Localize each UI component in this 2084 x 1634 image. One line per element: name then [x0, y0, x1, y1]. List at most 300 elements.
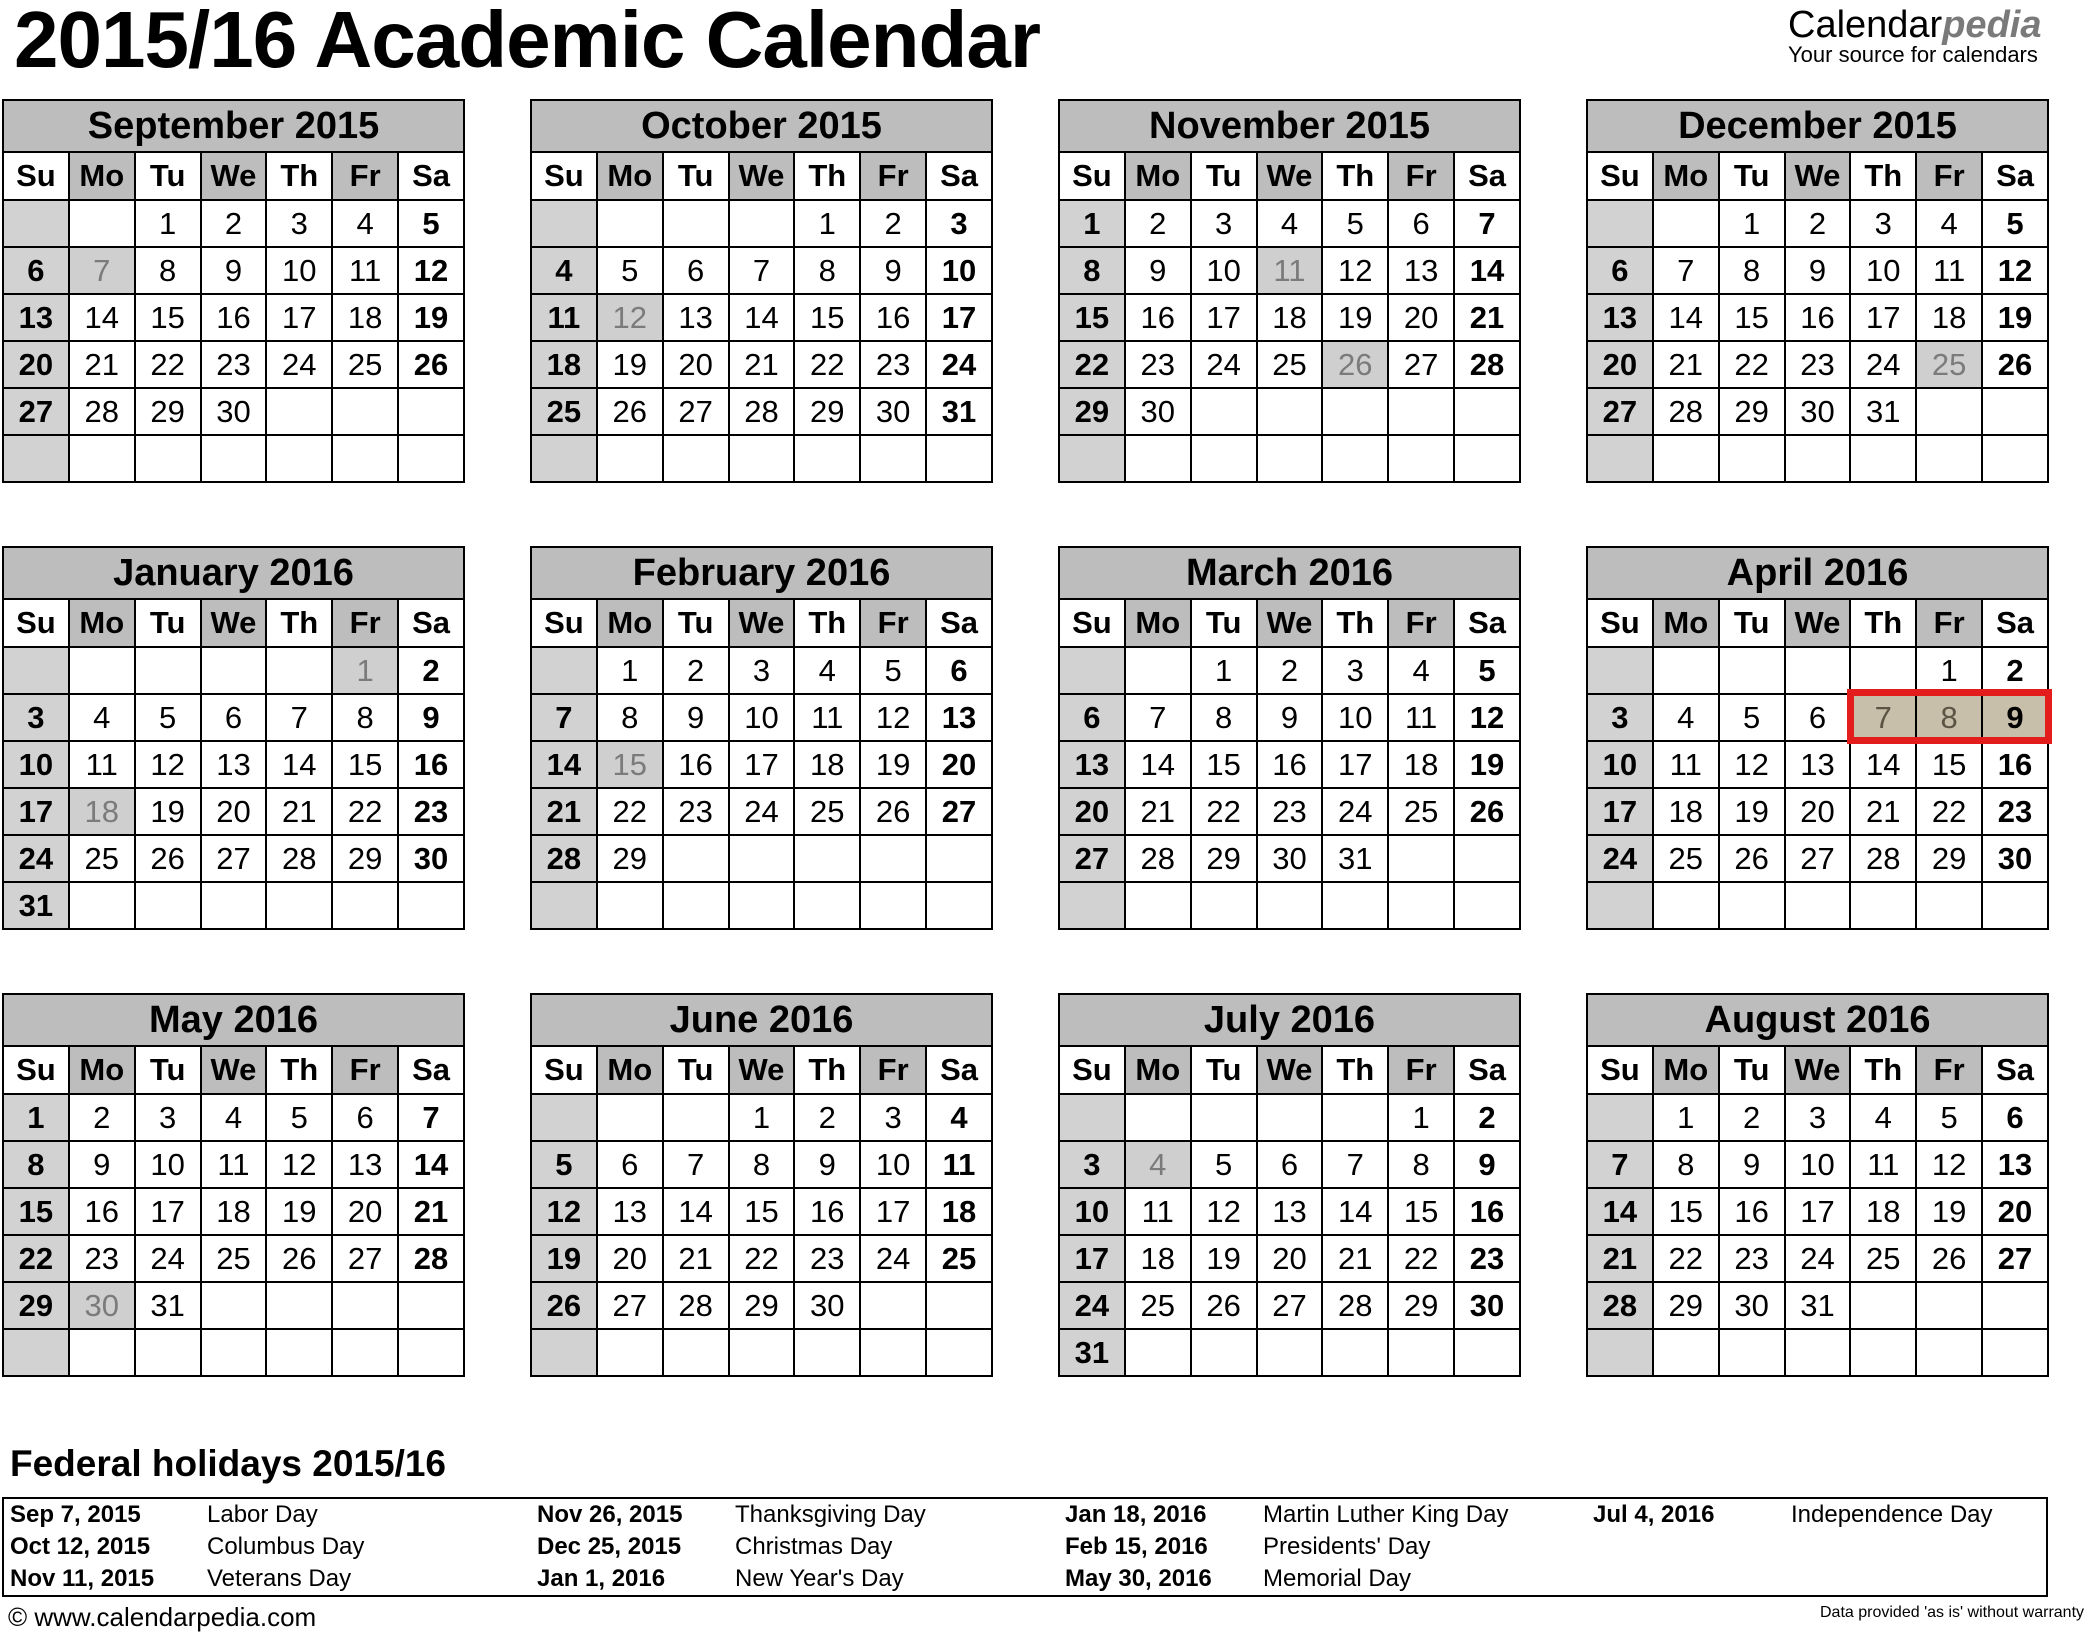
- empty-day-cell: [69, 200, 135, 247]
- empty-day-cell: [398, 435, 464, 482]
- empty-day-cell: [266, 647, 332, 694]
- day-cell: 3: [1587, 694, 1653, 741]
- empty-day-cell: [926, 835, 992, 882]
- day-cell: 13: [1587, 294, 1653, 341]
- day-cell: 9: [1125, 247, 1191, 294]
- weekday-header: Fr: [1388, 152, 1454, 200]
- day-cell: 25: [794, 788, 860, 835]
- day-cell: 11: [1257, 247, 1323, 294]
- day-cell: 15: [332, 741, 398, 788]
- empty-day-cell: [1454, 435, 1520, 482]
- empty-day-cell: [1125, 647, 1191, 694]
- day-cell: 28: [1125, 835, 1191, 882]
- empty-day-cell: [1916, 1282, 1982, 1329]
- weekday-header: Su: [531, 152, 597, 200]
- empty-day-cell: [860, 882, 926, 929]
- day-cell: 6: [597, 1141, 663, 1188]
- weekday-header: Fr: [332, 1046, 398, 1094]
- day-cell: 9: [1785, 247, 1851, 294]
- empty-day-cell: [1191, 435, 1257, 482]
- day-cell: 6: [201, 694, 267, 741]
- empty-day-cell: [1191, 388, 1257, 435]
- empty-day-cell: [1322, 435, 1388, 482]
- month-title: February 2016: [531, 547, 992, 599]
- day-cell: 13: [926, 694, 992, 741]
- empty-day-cell: [1125, 1094, 1191, 1141]
- day-cell: 26: [1719, 835, 1785, 882]
- day-cell: 12: [597, 294, 663, 341]
- holidays-table: [2, 1497, 2048, 1597]
- empty-day-cell: [1322, 882, 1388, 929]
- empty-day-cell: [663, 882, 729, 929]
- empty-day-cell: [531, 435, 597, 482]
- weekday-header: Th: [266, 1046, 332, 1094]
- empty-day-cell: [1653, 435, 1719, 482]
- holiday-date: Jan 1, 2016: [537, 1565, 666, 1592]
- day-cell: 14: [1587, 1188, 1653, 1235]
- day-cell: 5: [266, 1094, 332, 1141]
- day-cell: 8: [1653, 1141, 1719, 1188]
- day-cell: 5: [1454, 647, 1520, 694]
- day-cell: 24: [3, 835, 69, 882]
- day-cell: 20: [3, 341, 69, 388]
- day-cell: 11: [794, 694, 860, 741]
- day-cell: 21: [1850, 788, 1916, 835]
- weekday-header: We: [201, 152, 267, 200]
- day-cell: 30: [1982, 835, 2048, 882]
- weekday-header: Mo: [1125, 152, 1191, 200]
- empty-day-cell: [1257, 1094, 1323, 1141]
- day-cell: 22: [729, 1235, 795, 1282]
- day-cell: 12: [1719, 741, 1785, 788]
- brand-tagline: Your source for calendars: [1788, 42, 2038, 67]
- day-cell: 16: [201, 294, 267, 341]
- day-cell: 9: [1454, 1141, 1520, 1188]
- day-cell: 20: [1059, 788, 1125, 835]
- day-cell: 8: [1719, 247, 1785, 294]
- day-cell: 22: [1388, 1235, 1454, 1282]
- empty-day-cell: [1850, 882, 1916, 929]
- empty-day-cell: [1719, 882, 1785, 929]
- day-cell: 6: [1388, 200, 1454, 247]
- day-cell: 24: [1322, 788, 1388, 835]
- day-cell: 15: [1059, 294, 1125, 341]
- weekday-header: Th: [1850, 1046, 1916, 1094]
- day-cell: 30: [1719, 1282, 1785, 1329]
- brand-logo: [1788, 4, 2041, 47]
- day-cell: 14: [531, 741, 597, 788]
- weekday-header: Tu: [135, 599, 201, 647]
- empty-day-cell: [1191, 1329, 1257, 1376]
- weekday-header: Tu: [135, 1046, 201, 1094]
- holiday-name: Veterans Day: [207, 1565, 352, 1592]
- day-cell: 8: [794, 247, 860, 294]
- weekday-header: Mo: [69, 1046, 135, 1094]
- day-cell: 4: [1125, 1141, 1191, 1188]
- day-cell: 28: [729, 388, 795, 435]
- empty-day-cell: [1322, 388, 1388, 435]
- brand-name-part1: Calendar: [1788, 4, 1943, 46]
- day-cell: 9: [1719, 1141, 1785, 1188]
- day-cell: 30: [398, 835, 464, 882]
- empty-day-cell: [1916, 388, 1982, 435]
- empty-day-cell: [1322, 1329, 1388, 1376]
- day-cell: 7: [1322, 1141, 1388, 1188]
- day-cell: 1: [3, 1094, 69, 1141]
- day-cell: 8: [1191, 694, 1257, 741]
- empty-day-cell: [201, 647, 267, 694]
- day-cell: 16: [69, 1188, 135, 1235]
- empty-day-cell: [531, 1329, 597, 1376]
- empty-day-cell: [794, 835, 860, 882]
- day-cell: 6: [1785, 694, 1851, 741]
- day-cell: 17: [860, 1188, 926, 1235]
- weekday-header: Th: [794, 599, 860, 647]
- holiday-name: Memorial Day: [1263, 1565, 1412, 1592]
- day-cell: 2: [1125, 200, 1191, 247]
- day-cell: 2: [201, 200, 267, 247]
- holiday-row: [3, 1563, 2047, 1596]
- empty-day-cell: [1653, 647, 1719, 694]
- day-cell: 27: [1982, 1235, 2048, 1282]
- day-cell: 9: [663, 694, 729, 741]
- brand-name-part2: pedia: [1942, 4, 2042, 46]
- day-cell: 23: [1257, 788, 1323, 835]
- month-calendar: [1586, 546, 2049, 930]
- empty-day-cell: [69, 1329, 135, 1376]
- day-cell: 17: [1059, 1235, 1125, 1282]
- day-cell: 16: [663, 741, 729, 788]
- day-cell: 13: [597, 1188, 663, 1235]
- empty-day-cell: [1388, 835, 1454, 882]
- day-cell: 27: [3, 388, 69, 435]
- empty-day-cell: [1454, 835, 1520, 882]
- day-cell: 1: [597, 647, 663, 694]
- weekday-header: Tu: [135, 152, 201, 200]
- day-cell: 8: [729, 1141, 795, 1188]
- weekday-header: Sa: [1454, 599, 1520, 647]
- empty-day-cell: [1125, 1329, 1191, 1376]
- weekday-header: Sa: [926, 1046, 992, 1094]
- day-cell: 7: [1587, 1141, 1653, 1188]
- day-cell: 27: [597, 1282, 663, 1329]
- day-cell: 28: [531, 835, 597, 882]
- day-cell: 1: [1916, 647, 1982, 694]
- day-cell: 5: [1982, 200, 2048, 247]
- empty-day-cell: [729, 882, 795, 929]
- empty-day-cell: [1653, 882, 1719, 929]
- day-cell: 23: [1785, 341, 1851, 388]
- weekday-header: Tu: [1191, 1046, 1257, 1094]
- empty-day-cell: [398, 882, 464, 929]
- weekday-header: Tu: [1719, 599, 1785, 647]
- day-cell: 17: [266, 294, 332, 341]
- empty-day-cell: [860, 835, 926, 882]
- day-cell: 29: [1719, 388, 1785, 435]
- day-cell: 17: [3, 788, 69, 835]
- day-cell: 24: [926, 341, 992, 388]
- day-cell: 28: [266, 835, 332, 882]
- day-cell: 16: [398, 741, 464, 788]
- day-cell: 5: [597, 247, 663, 294]
- day-cell: 17: [1191, 294, 1257, 341]
- day-cell: 19: [135, 788, 201, 835]
- empty-day-cell: [135, 1329, 201, 1376]
- day-cell: 21: [663, 1235, 729, 1282]
- day-cell: 23: [201, 341, 267, 388]
- day-cell: 22: [1719, 341, 1785, 388]
- day-cell: 25: [1850, 1235, 1916, 1282]
- empty-day-cell: [1850, 1329, 1916, 1376]
- empty-day-cell: [398, 1329, 464, 1376]
- empty-day-cell: [135, 647, 201, 694]
- day-cell: 12: [531, 1188, 597, 1235]
- day-cell: 6: [926, 647, 992, 694]
- empty-day-cell: [860, 1282, 926, 1329]
- day-cell: 18: [1850, 1188, 1916, 1235]
- day-cell: 24: [1850, 341, 1916, 388]
- day-cell: 14: [398, 1141, 464, 1188]
- day-cell: 2: [1454, 1094, 1520, 1141]
- weekday-header: Sa: [926, 152, 992, 200]
- holiday-date: Feb 15, 2016: [1065, 1533, 1208, 1560]
- weekday-header: Fr: [860, 1046, 926, 1094]
- day-cell: 29: [1653, 1282, 1719, 1329]
- day-cell: 25: [1653, 835, 1719, 882]
- day-cell: 2: [1785, 200, 1851, 247]
- day-cell: 24: [1785, 1235, 1851, 1282]
- month-calendar: [1586, 99, 2049, 483]
- weekday-header: Su: [3, 1046, 69, 1094]
- empty-day-cell: [1587, 200, 1653, 247]
- empty-day-cell: [1982, 435, 2048, 482]
- holiday-name: Presidents' Day: [1263, 1533, 1431, 1560]
- month-title: December 2015: [1587, 100, 2048, 152]
- day-cell: 17: [1850, 294, 1916, 341]
- day-cell: 29: [1916, 835, 1982, 882]
- day-cell: 8: [597, 694, 663, 741]
- month-calendar: [2, 546, 465, 930]
- day-cell: 26: [135, 835, 201, 882]
- empty-day-cell: [1125, 882, 1191, 929]
- empty-day-cell: [926, 1329, 992, 1376]
- day-cell: 13: [1785, 741, 1851, 788]
- day-cell: 26: [531, 1282, 597, 1329]
- empty-day-cell: [1785, 435, 1851, 482]
- empty-day-cell: [663, 835, 729, 882]
- day-cell: 1: [729, 1094, 795, 1141]
- weekday-header: Fr: [1916, 152, 1982, 200]
- month-calendar: [1058, 546, 1521, 930]
- day-cell: 6: [1059, 694, 1125, 741]
- day-cell: 26: [1916, 1235, 1982, 1282]
- empty-day-cell: [332, 882, 398, 929]
- day-cell: 3: [3, 694, 69, 741]
- day-cell: 11: [1125, 1188, 1191, 1235]
- day-cell: 31: [1785, 1282, 1851, 1329]
- empty-day-cell: [1388, 388, 1454, 435]
- empty-day-cell: [729, 835, 795, 882]
- day-cell: 10: [729, 694, 795, 741]
- day-cell: 23: [1719, 1235, 1785, 1282]
- day-cell: 30: [860, 388, 926, 435]
- day-cell: 7: [663, 1141, 729, 1188]
- day-cell: 13: [201, 741, 267, 788]
- day-cell: 17: [1322, 741, 1388, 788]
- day-cell: 6: [3, 247, 69, 294]
- empty-day-cell: [1982, 882, 2048, 929]
- day-cell: 24: [1059, 1282, 1125, 1329]
- weekday-header: Sa: [1982, 1046, 2048, 1094]
- day-cell: 18: [531, 341, 597, 388]
- day-cell: 8: [332, 694, 398, 741]
- day-cell: 28: [663, 1282, 729, 1329]
- day-cell: 7: [531, 694, 597, 741]
- day-cell: 27: [926, 788, 992, 835]
- day-cell: 14: [1125, 741, 1191, 788]
- empty-day-cell: [531, 200, 597, 247]
- day-cell: 5: [1916, 1094, 1982, 1141]
- day-cell: 19: [1191, 1235, 1257, 1282]
- day-cell: 11: [332, 247, 398, 294]
- day-cell: 14: [1850, 741, 1916, 788]
- weekday-header: Th: [1850, 152, 1916, 200]
- day-cell: 21: [1125, 788, 1191, 835]
- day-cell: 26: [1454, 788, 1520, 835]
- empty-day-cell: [1850, 647, 1916, 694]
- day-cell: 25: [1125, 1282, 1191, 1329]
- day-cell: 5: [1719, 694, 1785, 741]
- empty-day-cell: [1982, 388, 2048, 435]
- weekday-header: Th: [1322, 152, 1388, 200]
- day-cell: 10: [1191, 247, 1257, 294]
- day-cell: 25: [926, 1235, 992, 1282]
- day-cell: 24: [1587, 835, 1653, 882]
- day-cell: 23: [663, 788, 729, 835]
- empty-day-cell: [1257, 1329, 1323, 1376]
- empty-day-cell: [663, 435, 729, 482]
- day-cell: 25: [69, 835, 135, 882]
- weekday-header: We: [1257, 1046, 1323, 1094]
- day-cell: 5: [860, 647, 926, 694]
- holiday-date: Nov 26, 2015: [537, 1501, 683, 1528]
- day-cell: 8: [1916, 694, 1982, 741]
- empty-day-cell: [135, 435, 201, 482]
- day-cell: 13: [3, 294, 69, 341]
- weekday-header: Tu: [1191, 152, 1257, 200]
- empty-day-cell: [3, 1329, 69, 1376]
- day-cell: 18: [69, 788, 135, 835]
- day-cell: 16: [1982, 741, 2048, 788]
- day-cell: 25: [332, 341, 398, 388]
- day-cell: 10: [135, 1141, 201, 1188]
- weekday-header: Th: [794, 1046, 860, 1094]
- day-cell: 12: [860, 694, 926, 741]
- day-cell: 26: [860, 788, 926, 835]
- empty-day-cell: [1719, 647, 1785, 694]
- weekday-header: Th: [266, 152, 332, 200]
- weekday-header: Tu: [663, 599, 729, 647]
- day-cell: 30: [1125, 388, 1191, 435]
- weekday-header: Th: [1322, 599, 1388, 647]
- day-cell: 20: [597, 1235, 663, 1282]
- month-title: March 2016: [1059, 547, 1520, 599]
- weekday-header: Sa: [398, 152, 464, 200]
- empty-day-cell: [1785, 647, 1851, 694]
- holiday-name: [1785, 1563, 2047, 1596]
- empty-day-cell: [1785, 882, 1851, 929]
- day-cell: 8: [1388, 1141, 1454, 1188]
- empty-day-cell: [1059, 435, 1125, 482]
- day-cell: 24: [1191, 341, 1257, 388]
- empty-day-cell: [926, 882, 992, 929]
- empty-day-cell: [1454, 388, 1520, 435]
- weekday-header: We: [729, 152, 795, 200]
- day-cell: 26: [1322, 341, 1388, 388]
- empty-day-cell: [201, 1329, 267, 1376]
- day-cell: 21: [729, 341, 795, 388]
- holiday-name: Thanksgiving Day: [735, 1501, 926, 1528]
- empty-day-cell: [531, 882, 597, 929]
- month-title: June 2016: [531, 994, 992, 1046]
- empty-day-cell: [1850, 1282, 1916, 1329]
- day-cell: 27: [1257, 1282, 1323, 1329]
- month-title: May 2016: [3, 994, 464, 1046]
- day-cell: 18: [1653, 788, 1719, 835]
- weekday-header: Su: [1059, 152, 1125, 200]
- day-cell: 12: [398, 247, 464, 294]
- day-cell: 27: [201, 835, 267, 882]
- day-cell: 16: [1454, 1188, 1520, 1235]
- weekday-header: Sa: [398, 599, 464, 647]
- day-cell: 1: [332, 647, 398, 694]
- weekday-header: Mo: [1125, 1046, 1191, 1094]
- day-cell: 15: [794, 294, 860, 341]
- day-cell: 6: [1982, 1094, 2048, 1141]
- month-title: April 2016: [1587, 547, 2048, 599]
- empty-day-cell: [1257, 388, 1323, 435]
- weekday-header: Tu: [1191, 599, 1257, 647]
- day-cell: 7: [1653, 247, 1719, 294]
- day-cell: 5: [1191, 1141, 1257, 1188]
- day-cell: 31: [1059, 1329, 1125, 1376]
- day-cell: 3: [266, 200, 332, 247]
- day-cell: 2: [69, 1094, 135, 1141]
- empty-day-cell: [266, 882, 332, 929]
- holiday-date: Nov 11, 2015: [10, 1565, 155, 1592]
- weekday-header: Fr: [1916, 1046, 1982, 1094]
- day-cell: 13: [663, 294, 729, 341]
- weekday-header: Mo: [1653, 152, 1719, 200]
- day-cell: 21: [1653, 341, 1719, 388]
- day-cell: 27: [332, 1235, 398, 1282]
- empty-day-cell: [1719, 1329, 1785, 1376]
- holiday-name: Martin Luther King Day: [1263, 1501, 1509, 1528]
- day-cell: 9: [69, 1141, 135, 1188]
- day-cell: 19: [860, 741, 926, 788]
- weekday-header: Tu: [1719, 1046, 1785, 1094]
- day-cell: 29: [135, 388, 201, 435]
- day-cell: 11: [531, 294, 597, 341]
- day-cell: 2: [794, 1094, 860, 1141]
- empty-day-cell: [1454, 1329, 1520, 1376]
- day-cell: 15: [1191, 741, 1257, 788]
- day-cell: 23: [794, 1235, 860, 1282]
- day-cell: 25: [1916, 341, 1982, 388]
- empty-day-cell: [663, 1094, 729, 1141]
- day-cell: 17: [1785, 1188, 1851, 1235]
- empty-day-cell: [1719, 435, 1785, 482]
